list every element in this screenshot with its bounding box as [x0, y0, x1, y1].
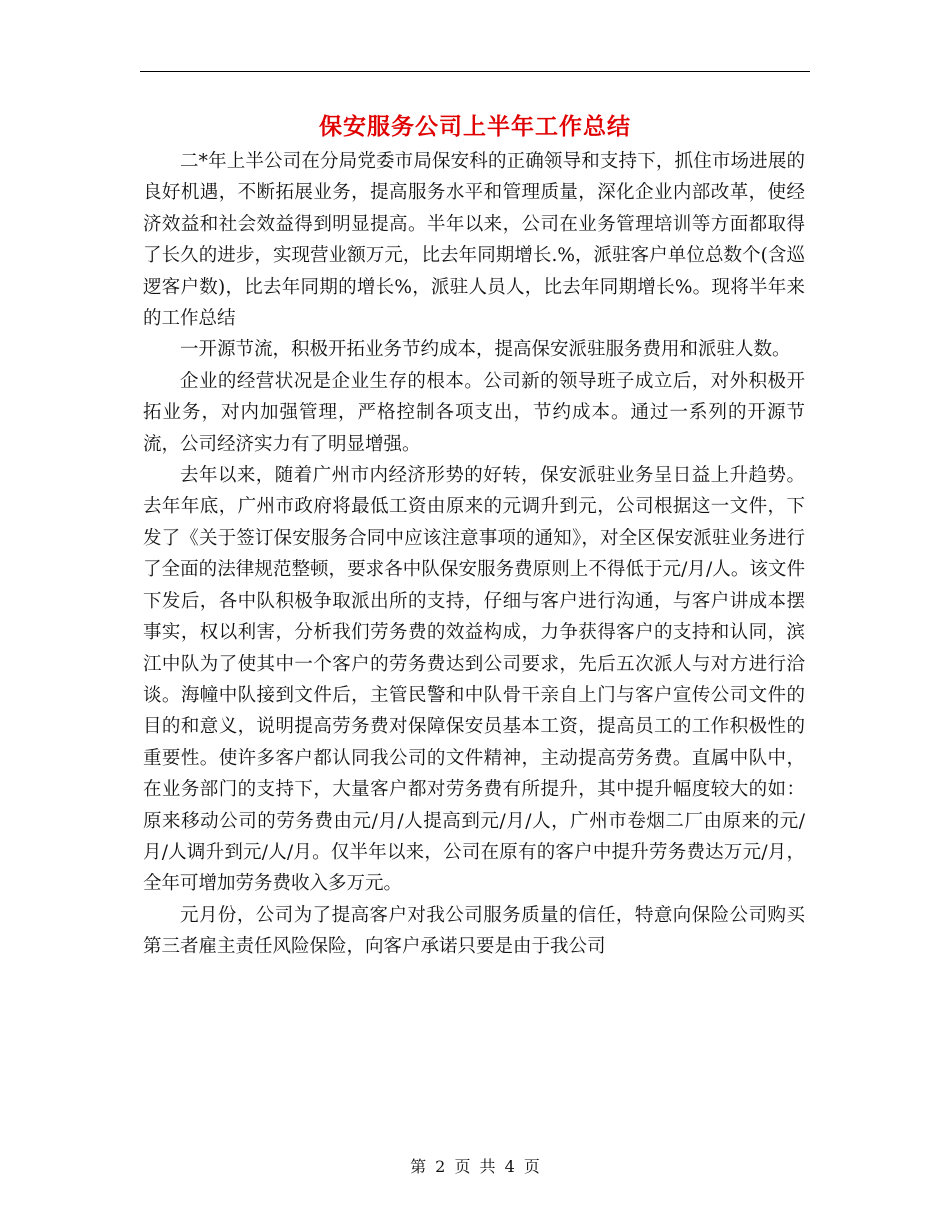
- paragraph: 二*年上半公司在分局党委市局保安科的正确领导和支持下，抓住市场进展的良好机遇，不断拓展业务，提高服务水平和管理质量，深化企业内部改革，使经济效益和社会效益得到明显提高。半年以来，公司在业务管理培训等方面都取得了长久的进步，实现营业额万元，比去年同期增长.%，派驻客户单位总数个(含巡逻客户数)，比去年同期的增长%，派驻人员人，比去年同期增长%。现将半年来的工作总结: [143, 151, 805, 330]
- paragraph: 元月份，公司为了提高客户对我公司服务质量的信任，特意向保险公司购买第三者雇主责任风险保险，向客户承诺只要是由于我公司: [143, 904, 805, 958]
- document-body: [143, 146, 805, 963]
- paragraph: 去年以来，随着广州市内经济形势的好转，保安派驻业务呈日益上升趋势。去年年底，广州市政府将最低工资由原来的元调升到元，公司根据这一文件，下发了《关于签订保安服务合同中应该注意事项的通知》，对全区保安派驻业务进行了全面的法律规范整顿，要求各中队保安服务费原则上不得低于元/月/人。该文件下发后，各中队积极争取派出所的支持，仔细与客户进行沟通，与客户讲成本摆事实，权以利害，分析我们劳务费的效益构成，力争获得客户的支持和认同，滨江中队为了使其中一个客户的劳务费达到公司要求，先后五次派人与对方进行洽谈。海幢中队接到文件后，主管民警和中队骨干亲自上门与客户宣传公司文件的目的和意义，说明提高劳务费对保障保安员基本工资，提高员工的工作积极性的重要性。使许多客户都认同我公司的文件精神，主动提高劳务费。直属中队中，在业务部门的支持下，大量客户都对劳务费有所提升，其中提升幅度较大的如：原来移动公司的劳务费由元/月/人提高到元/月/人，广州市卷烟二厂由原来的元/月/人调升到元/人/月。仅半年以来，公司在原有的客户中提升劳务费达万元/月，全年可增加劳务费收入多万元。: [143, 465, 805, 895]
- page-footer: 第 2 页 共 4 页: [410, 1157, 540, 1176]
- paragraph: 一开源节流，积极开拓业务节约成本，提高保安派驻服务费用和派驻人数。: [180, 339, 791, 361]
- header-rule: [140, 71, 810, 72]
- paragraph: 企业的经营状况是企业生存的根本。公司新的领导班子成立后，对外积极开拓业务，对内加强管理，严格控制各项支出，节约成本。通过一系列的开源节流，公司经济实力有了明显增强。: [143, 370, 805, 455]
- document-title: 保安服务公司上半年工作总结: [319, 113, 631, 140]
